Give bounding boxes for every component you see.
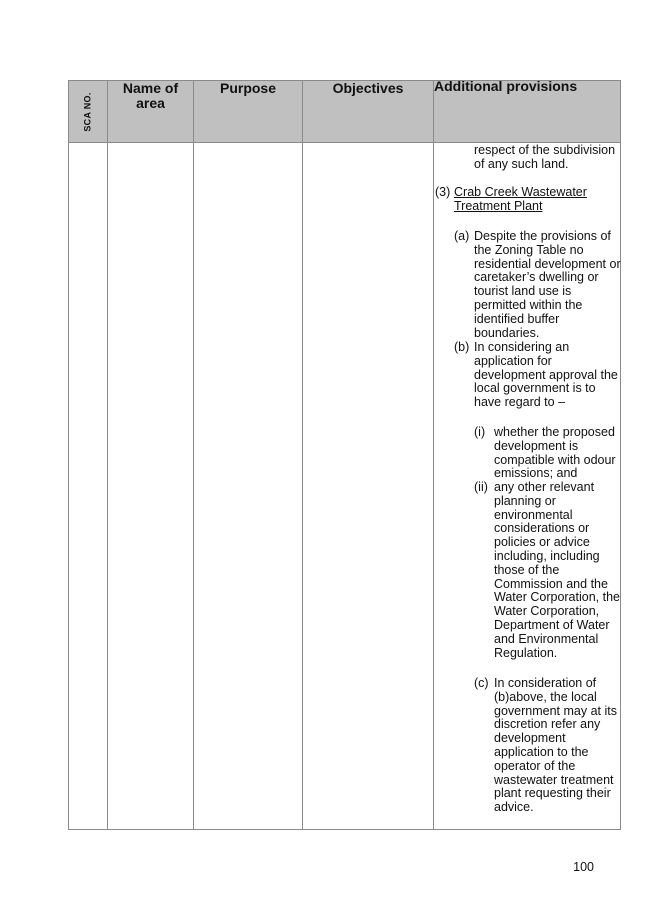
provision-c-label: (c) (474, 676, 489, 690)
provision-continuation-line: of any such land. (474, 156, 569, 171)
provision-b-ii-line: Water Corporation, (494, 604, 600, 619)
provision-b-i-line: development is (494, 438, 579, 453)
provision-3-title: Crab Creek Wastewater (454, 185, 587, 199)
provision-c-line: wastewater treatment (494, 772, 614, 787)
provision-b-ii-line: considerations or (494, 521, 590, 536)
provision-b-ii-line: policies or advice (494, 535, 590, 550)
provision-b-ii-line: planning or (494, 493, 556, 508)
provision-b-line: local government is to (474, 381, 596, 396)
provision-b-ii-line: Department of Water (494, 618, 610, 632)
page-number: 100 (573, 860, 594, 874)
additional-provisions-text (434, 143, 620, 829)
header-objectives: Objectives (303, 81, 434, 143)
provision-b-ii-line: Regulation. (494, 645, 558, 660)
provision-b-ii-line: Water Corporation, the (494, 590, 620, 605)
provision-c-line: application to the (494, 745, 589, 759)
header-additional-provisions-label: Additional provisions (434, 78, 578, 94)
provision-a-line: the Zoning Table no (474, 242, 584, 257)
provision-3-title: Treatment Plant (454, 198, 543, 213)
provision-continuation-line: respect of the subdivision (474, 143, 616, 157)
provision-c-line: (b)above, the local (494, 689, 597, 704)
provision-a-line: residential development or (474, 256, 621, 271)
provision-b-i-line: compatible with odour (494, 452, 616, 467)
header-name-of-area (108, 81, 194, 143)
header-name-of-area-line2: area (136, 95, 165, 111)
provision-c-line: government may at its (494, 703, 617, 718)
table-row (69, 143, 621, 830)
cell-name-of-area (108, 143, 194, 830)
provision-b-line: application for (474, 353, 552, 368)
provision-c-line: plant requesting their (494, 786, 611, 801)
provision-b-ii-line: including, including (494, 549, 600, 563)
provision-c-line: In consideration of (494, 676, 597, 690)
header-purpose: Purpose (194, 81, 303, 143)
cell-additional-provisions (434, 143, 621, 830)
provision-b-label: (b) (454, 340, 470, 354)
provision-a-line: identified buffer (474, 311, 560, 326)
special-control-area-table (68, 80, 621, 830)
provision-c-line: discretion refer any (494, 717, 601, 732)
provision-c-line: operator of the (494, 758, 576, 773)
provision-a-line: permitted within the (474, 298, 583, 312)
header-sca-no (69, 81, 108, 143)
provision-b-i-line: whether the proposed (494, 425, 615, 439)
provision-b-ii-line: environmental (494, 507, 573, 522)
provision-b-line: In considering an (474, 340, 570, 354)
provision-b-i-line: emissions; and (494, 466, 578, 481)
header-sca-no-label: SCA NO. (82, 91, 93, 132)
provision-3-number: (3) (435, 185, 451, 199)
provision-a-line: caretaker’s dwelling or (474, 270, 599, 285)
header-additional-provisions (434, 78, 621, 143)
provision-a-line: boundaries. (474, 325, 540, 340)
provision-b-line: have regard to – (474, 395, 566, 410)
provision-b-i-label: (i) (474, 425, 486, 439)
provision-b-ii-label: (ii) (474, 480, 488, 494)
provision-c-line: advice. (494, 800, 534, 815)
cell-objectives (303, 143, 434, 830)
provision-c-line: development (494, 731, 566, 746)
provision-b-ii-line: those of the (494, 562, 560, 577)
cell-sca-no (69, 143, 108, 830)
provision-a-label: (a) (454, 229, 470, 243)
header-name-of-area-line1: Name of (122, 80, 179, 96)
provision-a-line: tourist land use is (474, 284, 572, 299)
provision-a-line: Despite the provisions of (474, 229, 611, 243)
provision-b-line: development approval the (474, 367, 618, 382)
provision-b-ii-line: Commission and the (494, 576, 608, 591)
provision-b-ii-line: any other relevant (494, 480, 595, 494)
cell-purpose (194, 143, 303, 830)
table-header-row (69, 81, 621, 143)
provision-b-ii-line: and Environmental (494, 631, 599, 646)
